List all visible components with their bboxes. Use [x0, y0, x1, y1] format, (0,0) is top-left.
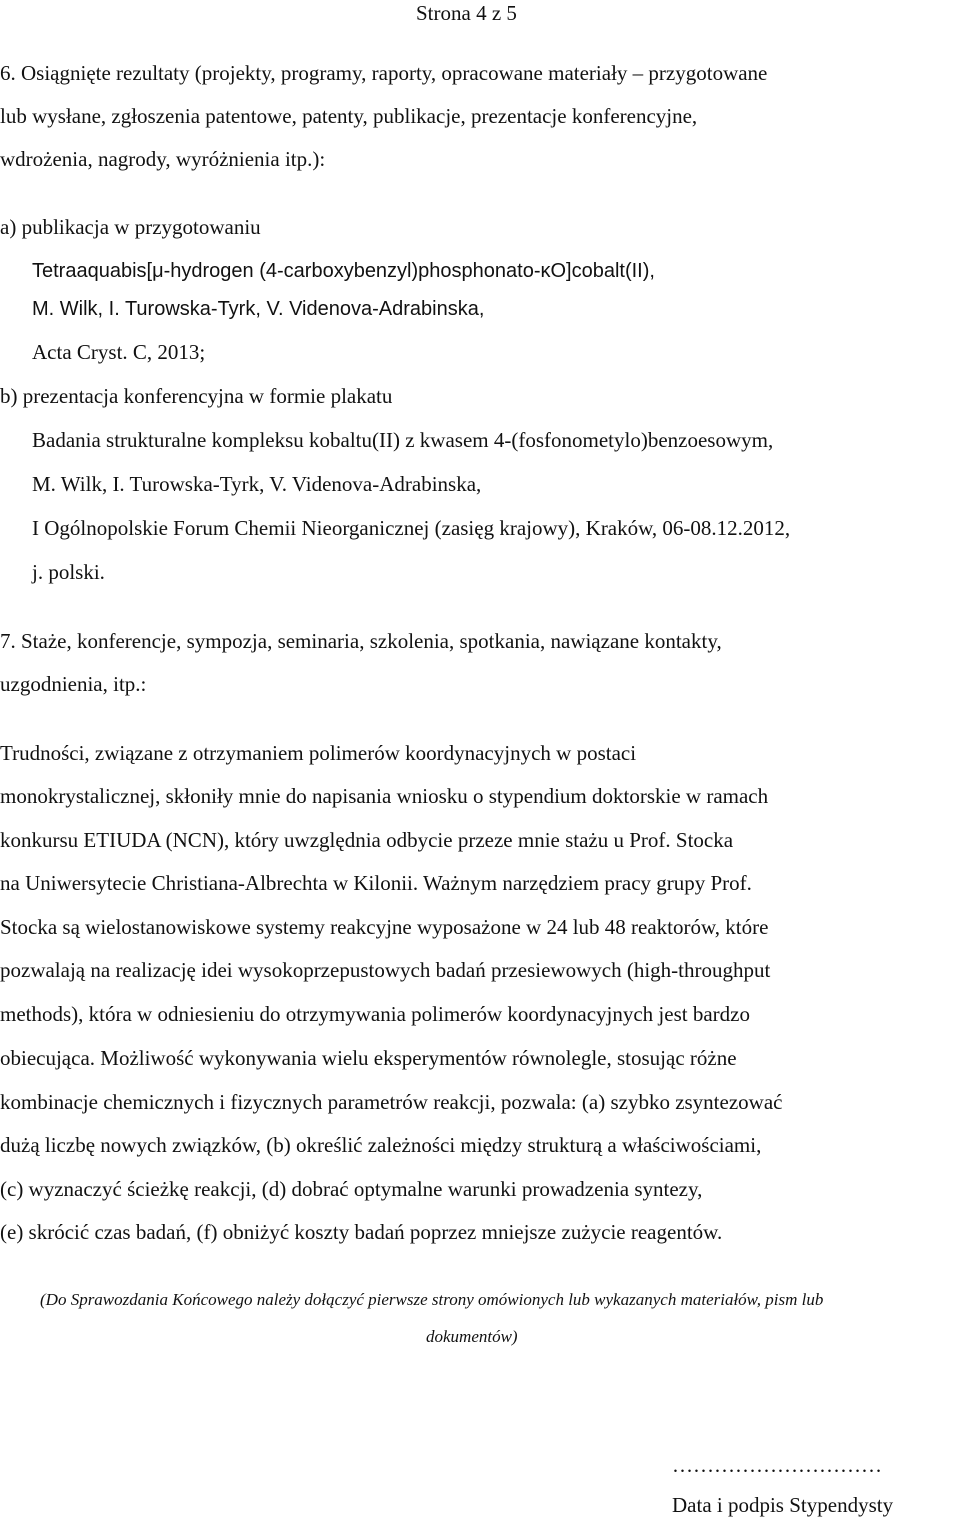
body-line-10: dużą liczbę nowych związków, (b) określić zależności między strukturą a właściwościami, — [0, 1133, 762, 1157]
item-b-event: I Ogólnopolskie Forum Chemii Nieorganicznej (zasięg krajowy), Kraków, 06-08.12.2012, — [32, 516, 791, 540]
section-7-heading-line-1: 7. Staże, konferencje, sympozja, seminaria, szkolenia, spotkania, nawiązane kontakty, — [0, 629, 722, 653]
body-line-1: Trudności, związane z otrzymaniem polimerów koordynacyjnych w postaci — [0, 741, 637, 765]
body-line-2: monokrystalicznej, skłoniły mnie do napisania wniosku o stypendium doktorskie w ramach — [0, 784, 769, 808]
section-6-heading-line-1: 6. Osiągnięte rezultaty (projekty, programy, raporty, opracowane materiały – przygotowane — [0, 61, 768, 85]
footnote-line-1: (Do Sprawozdania Końcowego należy dołączyć pierwsze strony omówionych lub wykazanych materiałów, pism lub — [40, 1290, 824, 1309]
body-line-3: konkursu ETIUDA (NCN), który uwzględnia odbycie przeze mnie stażu u Prof. Stocka — [0, 828, 734, 852]
signature-label: Data i podpis Stypendysty — [672, 1493, 894, 1517]
item-b-title: Badania strukturalne kompleksu kobaltu(II) z kwasem 4-(fosfonometylo)benzoesowym, — [32, 428, 774, 452]
item-a-authors: M. Wilk, I. Turowska-Tyrk, V. Videnova-Adrabinska, — [32, 298, 485, 320]
item-b-authors: M. Wilk, I. Turowska-Tyrk, V. Videnova-Adrabinska, — [32, 472, 482, 496]
item-b-language: j. polski. — [32, 560, 105, 584]
section-6-heading-line-3: wdrożenia, nagrody, wyróżnienia itp.): — [0, 147, 326, 171]
page-number: Strona 4 z 5 — [416, 1, 517, 25]
body-line-4: na Uniwersytecie Christiana-Albrechta w Kilonii. Ważnym narzędziem pracy grupy Prof. — [0, 871, 752, 895]
body-line-8: obiecująca. Możliwość wykonywania wielu eksperymentów równolegle, stosując różne — [0, 1046, 737, 1070]
signature-dots: ………………………… — [672, 1453, 882, 1477]
body-line-9: kombinacje chemicznych i fizycznych parametrów reakcji, pozwala: (a) szybko zsyntezować — [0, 1090, 783, 1114]
body-line-6: pozwalają na realizację idei wysokoprzepustowych badań przesiewowych (high-throughput — [0, 958, 771, 982]
body-line-5: Stocka są wielostanowiskowe systemy reakcyjne wyposażone w 24 lub 48 reaktorów, które — [0, 915, 769, 939]
item-a-title: Tetraaquabis[μ-hydrogen (4-carboxybenzyl)phosphonato-κO]cobalt(II), — [32, 260, 655, 282]
item-a-journal: Acta Cryst. C, 2013; — [32, 340, 206, 364]
body-line-11: (c) wyznaczyć ścieżkę reakcji, (d) dobrać optymalne warunki prowadzenia syntezy, — [0, 1177, 703, 1201]
item-a-label: a) publikacja w przygotowaniu — [0, 215, 261, 239]
body-line-12: (e) skrócić czas badań, (f) obniżyć koszty badań poprzez mniejsze zużycie reagentów. — [0, 1220, 723, 1244]
footnote-line-2: dokumentów) — [426, 1327, 518, 1346]
item-b-label: b) prezentacja konferencyjna w formie plakatu — [0, 384, 393, 408]
section-6-heading-line-2: lub wysłane, zgłoszenia patentowe, patenty, publikacje, prezentacje konferencyjne, — [0, 104, 698, 128]
body-line-7: methods), która w odniesieniu do otrzymywania polimerów koordynacyjnych jest bardzo — [0, 1002, 750, 1026]
section-7-heading-line-2: uzgodnienia, itp.: — [0, 672, 147, 696]
